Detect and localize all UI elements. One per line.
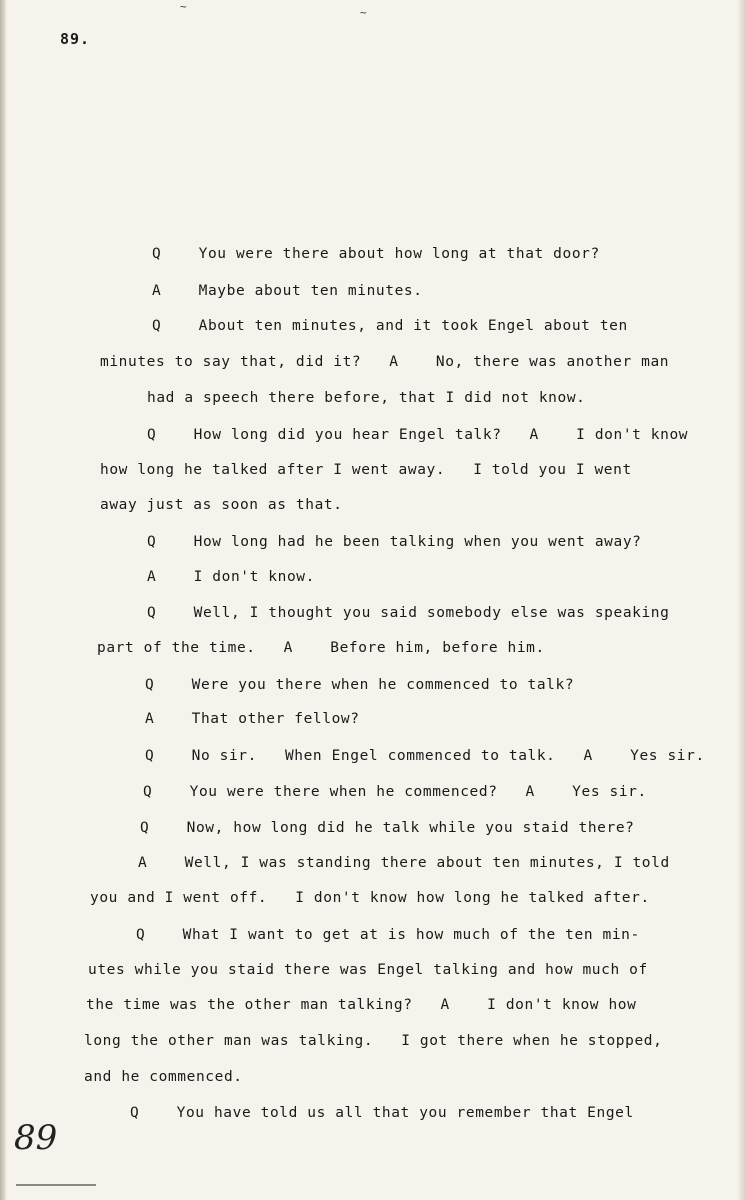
- handwritten-page-number: 89: [14, 1118, 58, 1158]
- page-number: 89.: [60, 30, 91, 48]
- transcript-line: Q You have told us all that you remember that Engel: [130, 1105, 634, 1121]
- transcript-line: you and I went off. I don't know how long he talked after.: [90, 890, 650, 906]
- transcript-line: the time was the other man talking? A I don't know how: [86, 997, 637, 1013]
- transcript-line: A Well, I was standing there about ten minutes, I told: [138, 855, 670, 871]
- transcript-line: Q You were there when he commenced? A Yes sir.: [143, 784, 647, 800]
- transcript-line: Q You were there about how long at that door?: [152, 246, 600, 262]
- transcript-line: Q Were you there when he commenced to talk?: [145, 677, 575, 693]
- transcript-line: Q How long had he been talking when you went away?: [147, 534, 642, 550]
- transcript-line: Q Well, I thought you said somebody else was speaking: [147, 605, 670, 621]
- transcript-line: A I don't know.: [147, 569, 315, 585]
- transcript-line: Q About ten minutes, and it took Engel about ten: [152, 318, 628, 334]
- transcript-line: part of the time. A Before him, before him.: [97, 640, 545, 656]
- transcript-line: how long he talked after I went away. I told you I went: [100, 462, 632, 478]
- transcript-line: Q How long did you hear Engel talk? A I don't know: [147, 427, 689, 443]
- bottom-rule: [16, 1184, 96, 1186]
- scan-mark: ~: [360, 6, 367, 19]
- transcript-line: had a speech there before, that I did not know.: [147, 390, 586, 406]
- transcript-line: Q What I want to get at is how much of the ten min-: [136, 927, 640, 943]
- transcript-line: and he commenced.: [84, 1069, 243, 1085]
- transcript-line: utes while you staid there was Engel talking and how much of: [88, 962, 648, 978]
- transcript-line: away just as soon as that.: [100, 497, 343, 513]
- transcript-line: Q Now, how long did he talk while you staid there?: [140, 820, 635, 836]
- transcript-line: minutes to say that, did it? A No, there was another man: [100, 354, 670, 370]
- page-left-edge: [0, 0, 6, 1200]
- transcript-line: Q No sir. When Engel commenced to talk. A Yes sir.: [145, 748, 705, 764]
- page-right-edge: [737, 0, 745, 1200]
- scan-mark: ~: [180, 0, 187, 13]
- transcript-line: long the other man was talking. I got there when he stopped,: [84, 1033, 663, 1049]
- transcript-line: A Maybe about ten minutes.: [152, 283, 423, 299]
- transcript-line: A That other fellow?: [145, 711, 360, 727]
